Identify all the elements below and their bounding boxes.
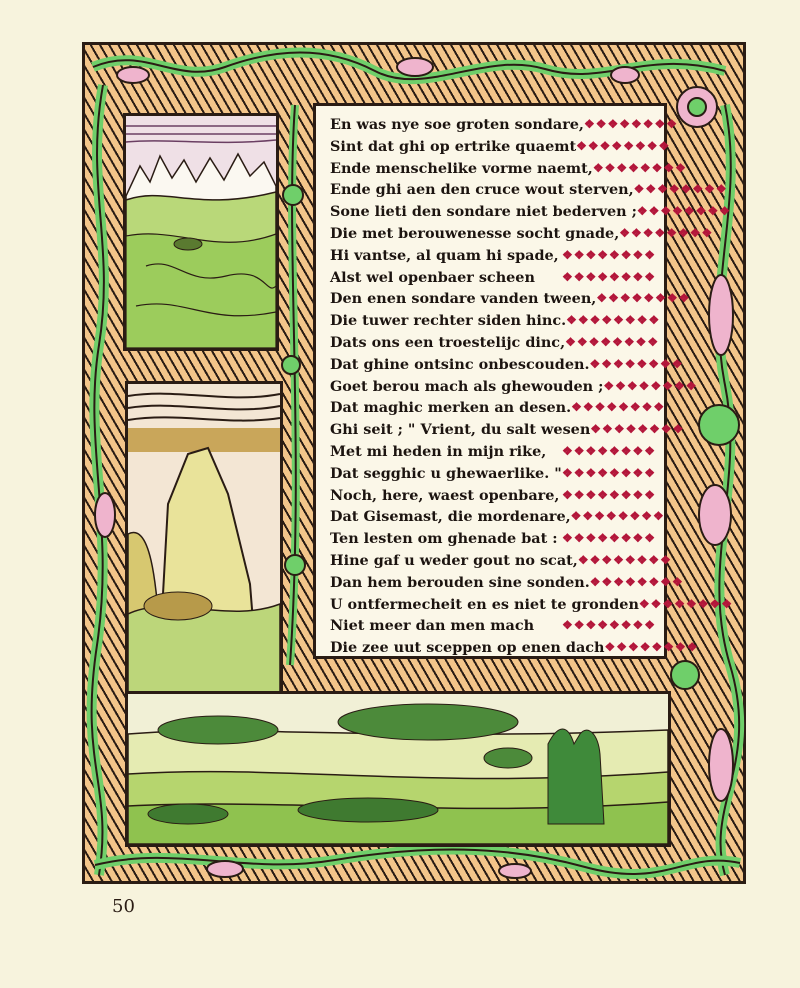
mountain-valley-illustration — [123, 113, 279, 351]
poem-line — [330, 441, 660, 463]
line-filler-ornament: ❖❖❖❖❖❖❖❖ — [583, 117, 678, 131]
poem-line — [330, 288, 691, 310]
poem-line-text: Ghi seit ; " Vrient, du salt wesen — [330, 421, 591, 439]
line-filler-ornament: ❖❖❖❖❖❖❖❖ — [636, 204, 731, 219]
poem-line-text: Die zee uut sceppen op enen dach — [330, 639, 605, 657]
line-filler-ornament: ❖❖❖❖❖❖❖❖ — [561, 443, 656, 458]
line-filler-ornament: ❖❖❖❖❖❖❖❖ — [604, 640, 699, 655]
line-filler-ornament: ❖❖❖❖❖❖❖❖ — [638, 596, 733, 611]
poem-line — [330, 354, 684, 376]
poem-line — [330, 114, 678, 136]
poem-line — [330, 397, 666, 419]
line-filler-ornament: ❖❖❖❖❖❖❖❖ — [571, 400, 666, 415]
poem-line-text: Die tuwer rechter siden hinc. — [330, 312, 567, 330]
poem-line — [330, 201, 731, 223]
line-filler-ornament: ❖❖❖❖❖❖❖❖ — [561, 618, 656, 633]
poem-line-text: Hine gaf u weder gout no scat, — [330, 551, 578, 569]
line-filler-ornament: ❖❖❖❖❖❖❖❖ — [561, 247, 656, 262]
line-filler-ornament: ❖❖❖❖❖❖❖❖ — [619, 225, 714, 240]
cliff-illustration — [125, 381, 283, 701]
poem-line-text: Sint dat ghi op ertrike quaemt — [330, 137, 577, 155]
poem — [330, 114, 733, 659]
poem-line — [330, 506, 665, 528]
poem-line — [330, 376, 698, 398]
poem-line-text: En was nye soe groten sondare, — [330, 116, 584, 133]
line-filler-ornament: ❖❖❖❖❖❖❖❖ — [566, 313, 661, 328]
poem-line-text: Sone lieti den sondare niet bederven ; — [330, 203, 637, 221]
poem-line-text: Dat Gisemast, die mordenare, — [330, 508, 571, 526]
poem-line-text: Niet meer dan men mach — [330, 617, 535, 635]
line-filler-ornament: ❖❖❖❖❖❖❖❖ — [561, 487, 656, 502]
poem-line-text: Ende ghi aen den cruce wout sterven, — [330, 181, 634, 199]
line-filler-ornament: ❖❖❖❖❖❖❖❖ — [596, 291, 691, 306]
poem-line — [330, 485, 660, 507]
poem-line — [330, 267, 660, 289]
poem-text-panel — [313, 103, 733, 659]
poem-line-text: Dat segghic u ghewaerlike. " — [330, 464, 562, 482]
poem-line — [330, 158, 687, 180]
line-filler-ornament: ❖❖❖❖❖❖❖❖ — [576, 138, 671, 153]
poem-line — [330, 463, 660, 485]
line-filler-ornament: ❖❖❖❖❖❖❖❖ — [561, 465, 656, 480]
poem-line-text: Dats ons een troestelijc dinc, — [330, 333, 566, 351]
poem-line-text: U ontfermecheit en es niet te gronden — [330, 595, 639, 613]
poem-line-text: Dat maghic merken an desen. — [330, 399, 572, 417]
decorative-border — [82, 42, 746, 884]
poem-line-text: Noch, here, waest openbare, — [330, 486, 560, 504]
line-filler-ornament: ❖❖❖❖❖❖❖❖ — [565, 334, 660, 349]
line-filler-ornament: ❖❖❖❖❖❖❖❖ — [589, 356, 684, 371]
poem-line-text: Ten lesten om ghenade bat : — [330, 530, 558, 548]
poem-line — [330, 179, 728, 201]
poem-line-text: Dat ghine ontsinc onbescouden. — [330, 355, 590, 373]
line-filler-ornament: ❖❖❖❖❖❖❖❖ — [633, 182, 728, 197]
poem-line — [330, 615, 660, 637]
poem-line — [330, 528, 660, 550]
poem-line-text: Dan hem berouden sine sonden. — [330, 573, 590, 591]
poem-line — [330, 310, 660, 332]
poem-line-text: Alst wel openbaer scheen — [330, 268, 535, 286]
line-filler-ornament: ❖❖❖❖❖❖❖❖ — [570, 509, 665, 524]
poem-line — [330, 223, 714, 245]
line-filler-ornament: ❖❖❖❖❖❖❖❖ — [592, 160, 687, 175]
poem-line-text: Ende menschelike vorme naemt, — [330, 159, 593, 177]
page-number: 50 — [112, 896, 135, 917]
poem-line-text: Goet berou mach als ghewouden ; — [330, 377, 604, 395]
line-filler-ornament: ❖❖❖❖❖❖❖❖ — [590, 422, 685, 437]
poem-line — [330, 550, 672, 572]
line-filler-ornament: ❖❖❖❖❖❖❖❖ — [589, 574, 684, 589]
poem-line — [330, 245, 660, 267]
poem-line — [330, 637, 699, 659]
poem-line — [330, 572, 684, 594]
line-filler-ornament: ❖❖❖❖❖❖❖❖ — [561, 531, 656, 546]
poem-line-text: Met mi heden in mijn rike, — [330, 442, 547, 460]
line-filler-ornament: ❖❖❖❖❖❖❖❖ — [561, 269, 656, 284]
poem-line-text: Hi vantse, al quam hi spade, — [330, 246, 559, 264]
poem-line — [330, 136, 671, 158]
poem-line — [330, 332, 660, 354]
poem-line-text: Den enen sondare vanden tween, — [330, 290, 597, 308]
poem-line — [330, 419, 685, 441]
landscape-illustration — [125, 691, 671, 847]
line-filler-ornament: ❖❖❖❖❖❖❖❖ — [577, 552, 672, 567]
poem-line-text: Die met berouwenesse socht gnade, — [330, 224, 620, 242]
poem-line — [330, 594, 733, 616]
line-filler-ornament: ❖❖❖❖❖❖❖❖ — [603, 378, 698, 393]
